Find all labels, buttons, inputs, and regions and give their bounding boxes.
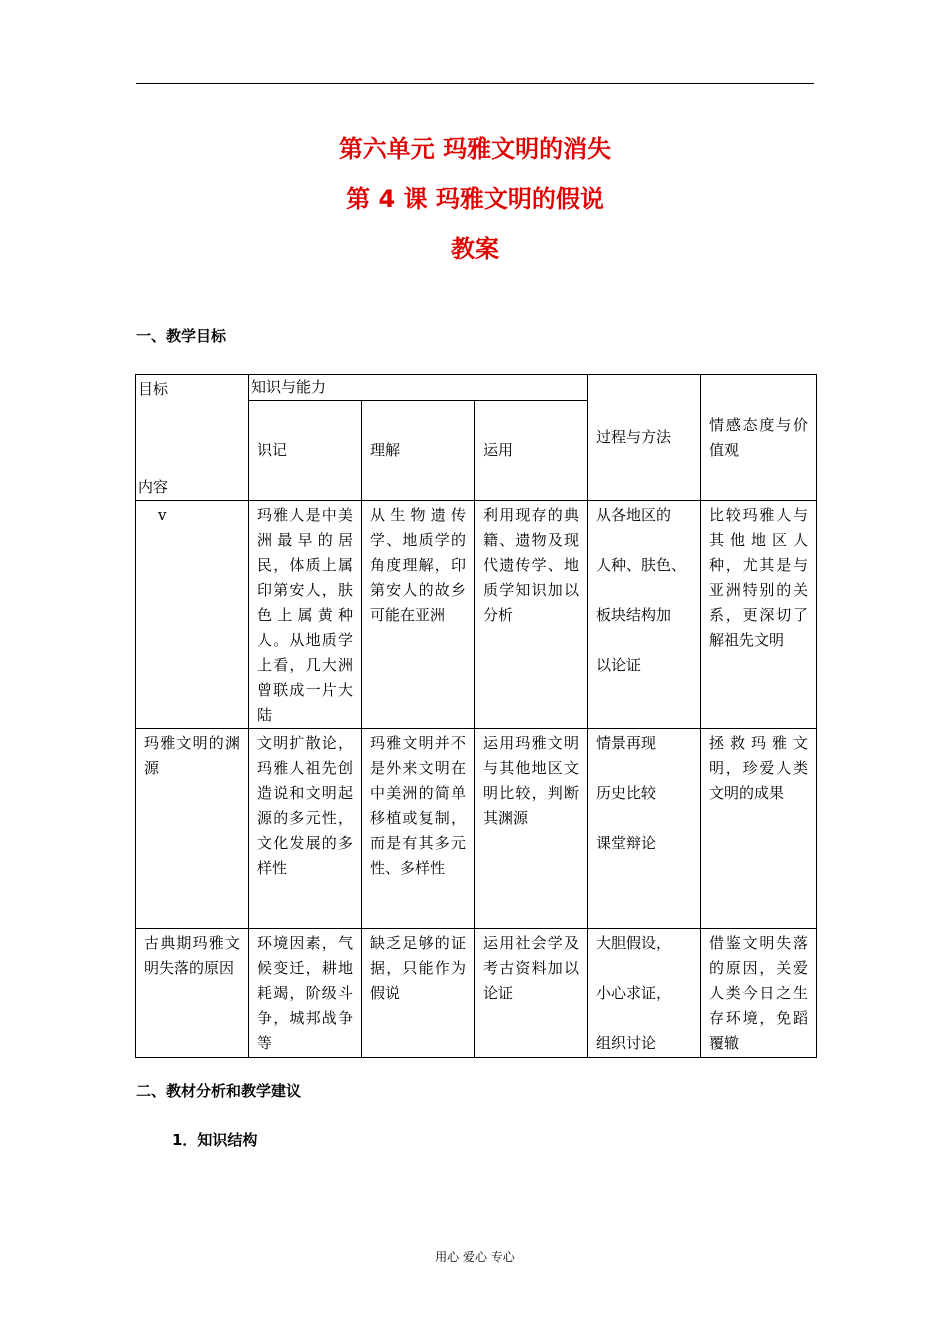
row-understand: 从生物遗传学、地质学的角度理解，印第安人的故乡可能在亚洲: [362, 501, 475, 729]
row-understand: 缺乏足够的证据，只能作为假说: [362, 929, 475, 1058]
header-knowledge: 知识与能力: [249, 375, 588, 401]
unit-title: 第六单元 玛雅文明的消失: [338, 135, 612, 163]
header-process: 过程与方法: [588, 375, 701, 501]
row-emotion: 比较玛雅人与其他地区人种，尤其是与亚洲特别的关系，更深切了解祖先文明: [701, 501, 817, 729]
row-process: 从各地区的 人种、肤色、 板块结构加 以论证: [588, 501, 701, 729]
row-emotion: 拯救玛雅文明，珍爱人类文明的成果: [701, 729, 817, 929]
section-heading-objectives: 一、教学目标: [136, 327, 227, 345]
table-corner-cell: [136, 375, 249, 501]
doc-type-title: 教案: [451, 235, 499, 263]
header-apply: 运用: [475, 401, 588, 501]
subsection-heading-structure: 1．知识结构: [172, 1131, 258, 1149]
corner-label-target: 目标: [138, 380, 169, 398]
row-process: 情景再现 历史比较 课堂辩论: [588, 729, 701, 929]
row-emotion: 借鉴文明失落的原因，关爱人类今日之生存环境，免蹈覆辙: [701, 929, 817, 1058]
row-apply: 运用玛雅文明与其他地区文明比较，判断其渊源: [475, 729, 588, 929]
row-process: 大胆假设， 小心求证， 组织讨论: [588, 929, 701, 1058]
row-remember: 环境因素，气候变迁，耕地耗竭，阶级斗争，城邦战争等: [249, 929, 362, 1058]
header-emotion: 情感态度与价值观: [701, 375, 817, 501]
row-content: v: [136, 501, 249, 729]
row-content: 古典期玛雅文明失落的原因: [136, 929, 249, 1058]
lesson-title: 第 4 课 玛雅文明的假说: [346, 185, 604, 213]
table-row: [136, 929, 817, 1058]
table-row: [136, 501, 817, 729]
row-understand: 玛雅文明并不是外来文明在中美洲的简单移植或复制，而是有其多元性、多样性: [362, 729, 475, 929]
page-footer: 用心 爱心 专心: [435, 1250, 515, 1264]
row-apply: 利用现存的典籍、遗物及现代遗传学、地质学知识加以分析: [475, 501, 588, 729]
header-understand: 理解: [362, 401, 475, 501]
row-remember: 文明扩散论，玛雅人祖先创造说和文明起源的多元性，文化发展的多样性: [249, 729, 362, 929]
row-apply: 运用社会学及考古资料加以论证: [475, 929, 588, 1058]
header-rule: [136, 83, 814, 84]
section-heading-analysis: 二、教材分析和教学建议: [136, 1082, 302, 1100]
objectives-table: [135, 374, 817, 1058]
row-remember: 玛雅人是中美洲最早的居民，体质上属印第安人，肤色上属黄种人。从地质学上看，几大洲曾联成一片大陆: [249, 501, 362, 729]
table-row: [136, 729, 817, 929]
corner-label-content: 内容: [138, 478, 169, 496]
header-remember: 识记: [249, 401, 362, 501]
row-content: 玛雅文明的渊源: [136, 729, 249, 929]
